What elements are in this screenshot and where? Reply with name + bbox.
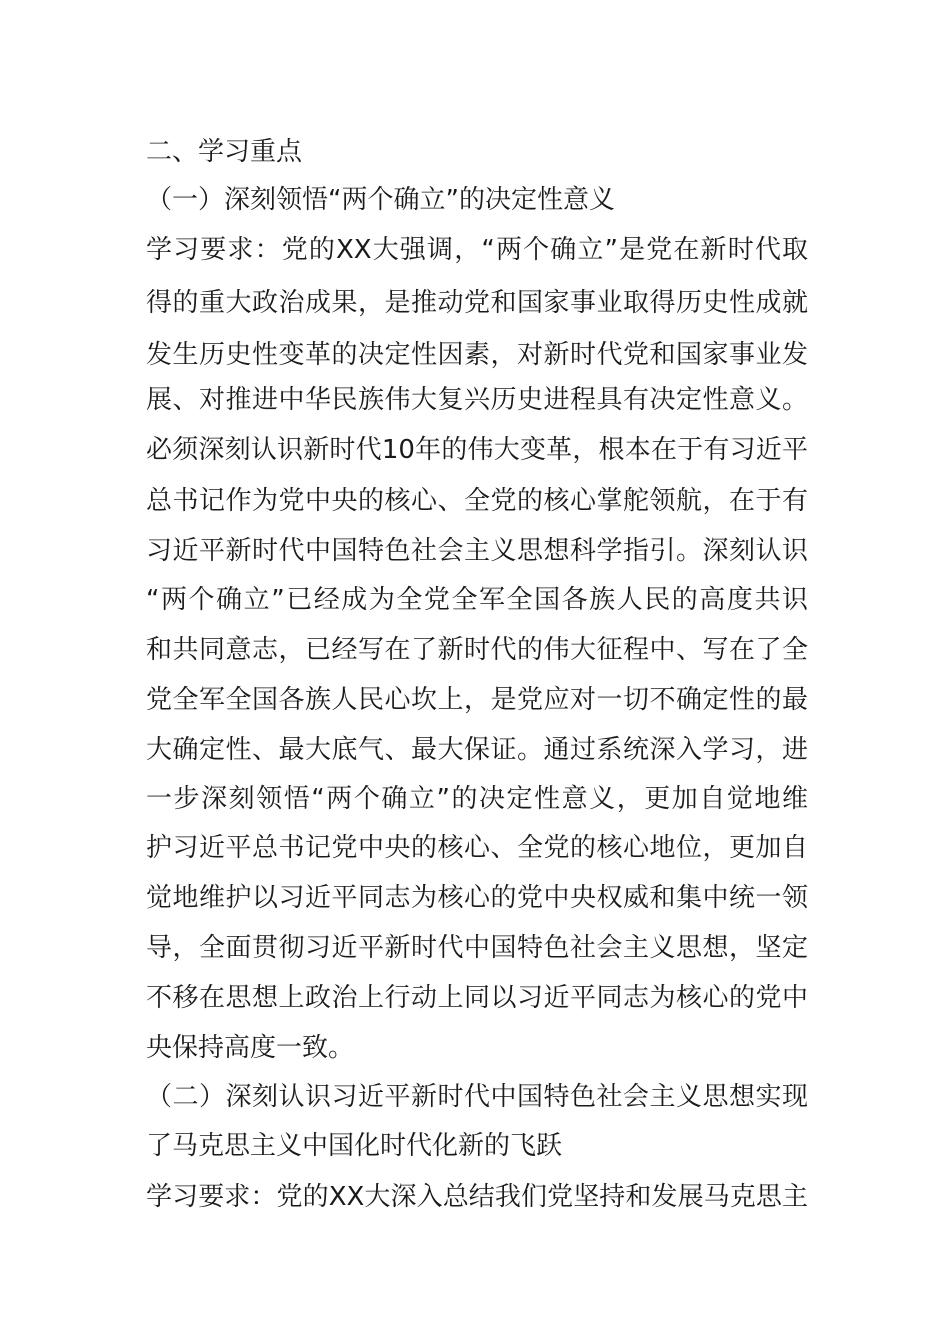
paragraph-line: 党全军全国各族人民心坎上，是党应对一切不确定性的最 <box>146 685 808 715</box>
heading-line: 了马克思主义中国化时代化新的飞跃 <box>146 1131 563 1161</box>
paragraph-line: 习近平新时代中国特色社会主义思想科学指引。深刻认识 <box>146 536 808 566</box>
paragraph-line: “两个确立”已经成为全党全军全国各族人民的高度共识 <box>146 585 808 615</box>
paragraph-line: 发生历史性变革的决定性因素，对新时代党和国家事业发 <box>146 340 808 370</box>
paragraph-line: 一步深刻领悟“两个确立”的决定性意义，更加自觉地维 <box>146 784 808 814</box>
paragraph-line: 必须深刻认识新时代10年的伟大变革，根本在于有习近平 <box>146 435 808 465</box>
paragraph-line: 大确定性、最大底气、最大保证。通过系统深入学习，进 <box>146 735 808 765</box>
paragraph-line: 得的重大政治成果，是推动党和国家事业取得历史性成就 <box>146 288 808 318</box>
paragraph-line: 觉地维护以习近平同志为核心的党中央权威和集中统一领 <box>146 883 808 913</box>
paragraph-line: 学习要求：党的XX大强调，“两个确立”是党在新时代取 <box>146 235 808 265</box>
paragraph-line: 护习近平总书记党中央的核心、全党的核心地位，更加自 <box>146 833 808 863</box>
subsection-heading-1: （一）深刻领悟“两个确立”的决定性意义 <box>146 185 615 215</box>
paragraph-line: 总书记作为党中央的核心、全党的核心掌舵领航，在于有 <box>146 486 808 516</box>
paragraph-line: 学习要求：党的XX大深入总结我们党坚持和发展马克思主 <box>146 1182 808 1212</box>
paragraph-line: 和共同意志，已经写在了新时代的伟大征程中、写在了全 <box>146 635 808 665</box>
heading-line: （二）深刻认识习近平新时代中国特色社会主义思想实现 <box>146 1082 808 1112</box>
paragraph-line: 不移在思想上政治上行动上同以习近平同志为核心的党中 <box>146 983 808 1013</box>
section-heading: 二、学习重点 <box>146 137 303 167</box>
paragraph-line: 导，全面贯彻习近平新时代中国特色社会主义思想，坚定 <box>146 933 808 963</box>
paragraph-line: 央保持高度一致。 <box>146 1033 355 1063</box>
paragraph-line: 展、对推进中华民族伟大复兴历史进程具有决定性意义。 <box>146 385 808 415</box>
